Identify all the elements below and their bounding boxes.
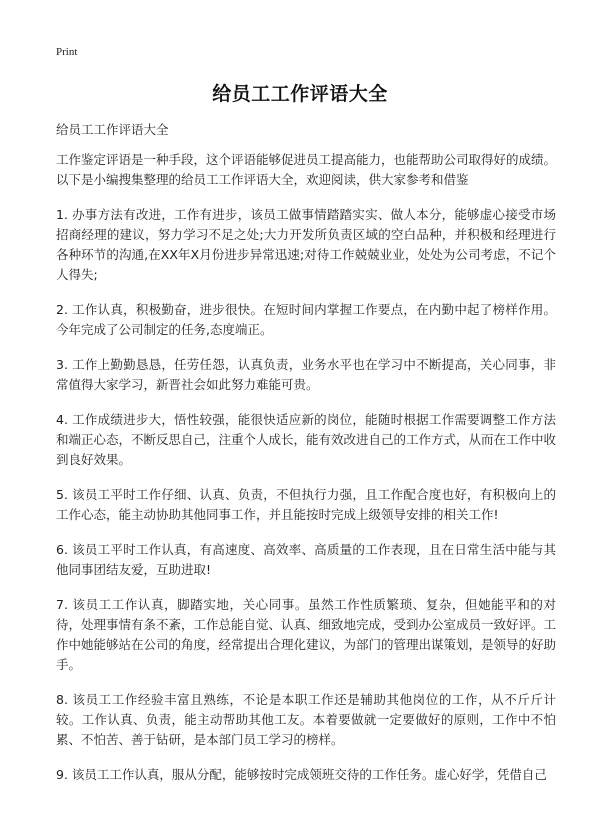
list-item: 8. 该员工工作经验丰富且熟练，不论是本职工作还是辅助其他岗位的工作，从不斤斤计较。工作认真、负责，能主动帮助其他工友。本着要做就一定要做好的原则，工作中不怕累、不怕苦、善于钻研，是本部门员工学习的榜样。 [56, 692, 556, 747]
intro-paragraph: 工作鉴定评语是一种手段，这个评语能够促进员工提高能力，也能帮助公司取得好的成绩。以下是小编搜集整理的给员工工作评语大全，欢迎阅读，供大家参考和借鉴 [56, 152, 557, 187]
list-item: 1. 办事方法有改进，工作有进步，该员工做事情踏踏实实、做人本分，能够虚心接受市场招商经理的建议，努力学习不足之处;大力开发所负责区域的空白品种，并积极和经理进行各种环节的沟通,在XX年X月份进步异常迅速;对待工作兢兢业业，处处为公司考虑，不记个人得失; [56, 207, 556, 282]
list-item: 3. 工作上勤勤恳恳，任劳任怨，认真负责，业务水平也在学习中不断提高，关心同事，非常值得大家学习，新晋社会如此努力难能可贵。 [56, 357, 556, 392]
list-item: 2. 工作认真，积极勤奋，进步很快。在短时间内掌握工作要点，在内勤中起了榜样作用。 今年完成了公司制定的任务,态度端正。 [56, 302, 556, 337]
article-body [56, 150, 556, 800]
list-item: 9. 该员工工作认真，服从分配，能够按时完成领班交待的工作任务。虚心好学，凭借自己 [56, 767, 547, 782]
page-title: 给员工工作评语大全 [212, 83, 388, 105]
list-item: 6. 该员工平时工作认真，有高速度、高效率、高质量的工作表现，且在日常生活中能与其他同事团结友爱，互助进取! [56, 542, 556, 577]
list-item: 4. 工作成绩进步大，悟性较强，能很快适应新的岗位，能随时根据工作需要调整工作方法和端正心态，不断反思自己，注重个人成长，能有效改进自己的工作方式，从而在工作中收到良好效果。 [56, 412, 557, 467]
article-subtitle: 给员工工作评语大全 [56, 122, 169, 137]
list-item: 5. 该员工平时工作仔细、认真、负责，不但执行力强，且工作配合度也好，有积极向上的工作心态，能主动协助其他同事工作，并且能按时完成上级领导安排的相关工作! [56, 487, 556, 522]
print-link[interactable]: Print [56, 46, 78, 58]
list-item: 7. 该员工工作认真，脚踏实地，关心同事。虽然工作性质繁琐、复杂，但她能平和的对待，处理事情有条不紊，工作总能自觉、认真、细致地完成，受到办公室成员一致好评。工作中她能够站在公司的角度，经常提出合理化建议，为部门的管理出谋策划，是领导的好助手。 [56, 597, 557, 672]
